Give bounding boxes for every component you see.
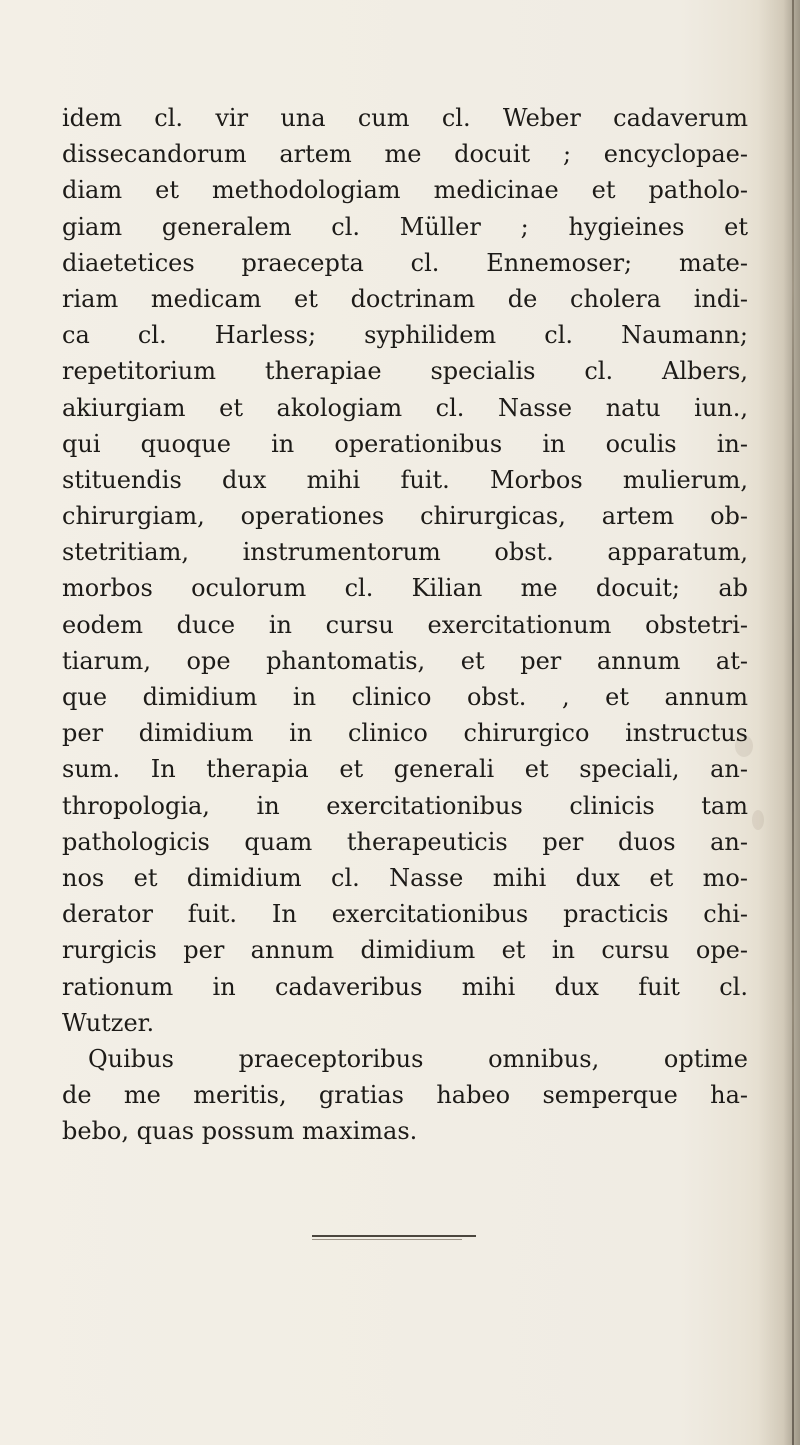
text-line: stituendis dux mihi fuit. Morbos mulierum,: [62, 465, 748, 494]
text-line: giam generalem cl. Müller ; hygieines et: [62, 212, 748, 241]
text-line: tiarum, ope phantomatis, et per annum at-: [62, 646, 748, 675]
text-line: per dimidium in clinico chirurgico instructus: [62, 719, 748, 748]
text-line: bebo, quas possum maximas.: [62, 1117, 418, 1146]
text-line: morbos oculorum cl. Kilian me docuit; ab: [62, 574, 748, 603]
page-edge-line: [792, 0, 794, 1445]
text-line: stetritiam, instrumentorum obst. apparatum,: [62, 538, 748, 567]
text-line: repetitorium therapiae specialis cl. Albers,: [62, 357, 748, 386]
text-line: ca cl. Harless; syphilidem cl. Naumann;: [62, 321, 748, 350]
text-line: akiurgiam et akologiam cl. Nasse natu iun.,: [62, 393, 748, 422]
text-line: de me meritis, gratias habeo semperque ha-: [62, 1081, 748, 1110]
text-line: qui quoque in operationibus in oculis in-: [62, 429, 748, 458]
text-line: derator fuit. In exercitationibus practicis chi-: [62, 900, 748, 929]
text-line: riam medicam et doctrinam de cholera indi-: [62, 284, 748, 313]
text-line: thropologia, in exercitationibus clinicis tam: [62, 791, 748, 820]
text-line: sum. In therapia et generali et speciali, an-: [62, 755, 748, 784]
closing-rule: [312, 1235, 476, 1237]
text-line: Wutzer.: [62, 1008, 155, 1037]
text-line: que dimidium in clinico obst. , et annum: [62, 683, 748, 711]
text-line: diam et methodologiam medicinae et patholo-: [62, 176, 748, 205]
text-line: pathologicis quam therapeuticis per duos an-: [62, 827, 748, 856]
text-line: idem cl. vir una cum cl. Weber cadaverum: [62, 104, 748, 132]
body-text: [62, 100, 748, 1149]
ink-smudge: [752, 810, 764, 830]
text-line: chirurgiam, operationes chirurgicas, artem ob-: [62, 502, 748, 531]
text-line: eodem duce in cursu exercitationum obstetri-: [62, 610, 748, 639]
text-line: rurgicis per annum dimidium et in cursu ope-: [62, 936, 748, 965]
text-line: diaetetices praecepta cl. Ennemoser; mate-: [62, 248, 748, 277]
text-line: nos et dimidium cl. Nasse mihi dux et mo-: [62, 863, 748, 892]
paragraph-start-line: Quibus praeceptoribus omnibus, optime: [88, 1044, 748, 1073]
text-line: rationum in cadaveribus mihi dux fuit cl.: [62, 972, 748, 1001]
text-line: dissecandorum artem me docuit ; encyclopae-: [62, 140, 748, 169]
